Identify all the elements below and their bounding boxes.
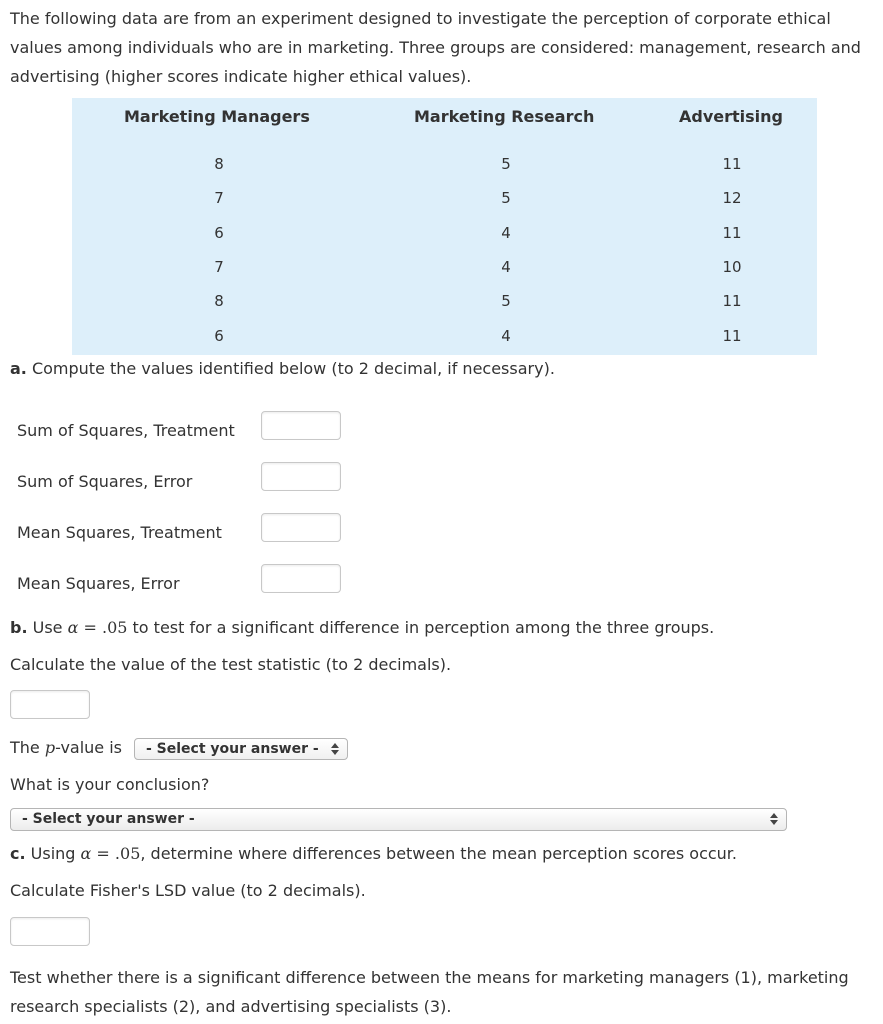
table-cell: 11	[722, 327, 742, 345]
test-statistic-input[interactable]	[10, 690, 90, 719]
table-cell: 12	[722, 189, 742, 207]
table-cell: 11	[722, 292, 742, 310]
ms-error-input[interactable]	[261, 564, 341, 593]
column-header-managers: Marketing Managers	[124, 107, 310, 126]
pvalue-select[interactable]	[134, 738, 348, 760]
part-c-text-post: , determine where differences between the mean perception scores occur.	[140, 844, 737, 863]
part-c-prompt	[10, 844, 737, 863]
table-cell: 7	[214, 189, 224, 207]
part-a-text: Compute the values identified below (to 2 decimal, if necessary).	[26, 359, 555, 378]
table-cell: 10	[722, 258, 742, 276]
pvalue-text-post: -value is	[55, 738, 123, 757]
alpha-symbol: α	[80, 844, 92, 863]
select-arrows-icon	[331, 740, 339, 758]
equals-sign: =	[78, 618, 102, 637]
test-difference-text: Test whether there is a significant difference between the means for marketing managers (1), marketing research specialists (2), and advertising specialists (3).	[10, 968, 849, 1016]
intro-paragraph: The following data are from an experiment designed to investigate the perception of corporate ethical values among individuals who are in marketing. Three groups are considered: management, research and advertising (higher scores indicate higher ethical values).	[10, 9, 861, 86]
table-cell: 11	[722, 155, 742, 173]
pvalue-text-pre: The	[10, 738, 45, 757]
table-cell: 5	[501, 155, 511, 173]
alpha-value: .05	[101, 618, 128, 637]
part-a-label: a.	[10, 359, 27, 378]
part-b-text-post: to test for a significant difference in perception among the three groups.	[127, 618, 715, 637]
table-cell: 5	[501, 189, 511, 207]
lsd-prompt: Calculate Fisher's LSD value (to 2 decimals).	[10, 881, 366, 900]
conclusion-select[interactable]	[10, 808, 787, 831]
table-cell: 8	[214, 292, 224, 310]
conclusion-select-value: - Select your answer -	[22, 811, 195, 827]
select-arrows-icon	[770, 810, 778, 828]
column-header-advertising: Advertising	[679, 107, 783, 126]
ss-treatment-input[interactable]	[261, 411, 341, 440]
part-b-prompt	[10, 618, 714, 637]
ss-error-label: Sum of Squares, Error	[17, 472, 193, 491]
pvalue-prompt	[10, 738, 122, 757]
table-cell: 5	[501, 292, 511, 310]
table-cell: 8	[214, 155, 224, 173]
part-a-prompt	[10, 359, 555, 378]
table-cell: 7	[214, 258, 224, 276]
lsd-input[interactable]	[10, 917, 90, 946]
table-cell: 4	[501, 327, 511, 345]
table-cell: 4	[501, 224, 511, 242]
ms-treatment-label: Mean Squares, Treatment	[17, 523, 222, 542]
ss-error-input[interactable]	[261, 462, 341, 491]
ss-treatment-label: Sum of Squares, Treatment	[17, 421, 235, 440]
table-cell: 6	[214, 327, 224, 345]
table-cell: 6	[214, 224, 224, 242]
data-table	[72, 98, 817, 355]
pvalue-p: p	[44, 738, 56, 757]
part-b-text-pre: Use	[27, 618, 68, 637]
table-cell: 4	[501, 258, 511, 276]
part-c-text-pre: Using	[25, 844, 81, 863]
test-statistic-prompt: Calculate the value of the test statistic (to 2 decimals).	[10, 655, 452, 674]
alpha-symbol: α	[67, 618, 79, 637]
part-b-label: b.	[10, 618, 28, 637]
part-c-label: c.	[10, 844, 26, 863]
alpha-value: .05	[114, 844, 141, 863]
equals-sign: =	[91, 844, 115, 863]
ms-error-label: Mean Squares, Error	[17, 574, 180, 593]
conclusion-prompt: What is your conclusion?	[10, 775, 210, 794]
ms-treatment-input[interactable]	[261, 513, 341, 542]
table-cell: 11	[722, 224, 742, 242]
pvalue-select-value: - Select your answer -	[146, 741, 319, 757]
column-header-research: Marketing Research	[414, 107, 595, 126]
